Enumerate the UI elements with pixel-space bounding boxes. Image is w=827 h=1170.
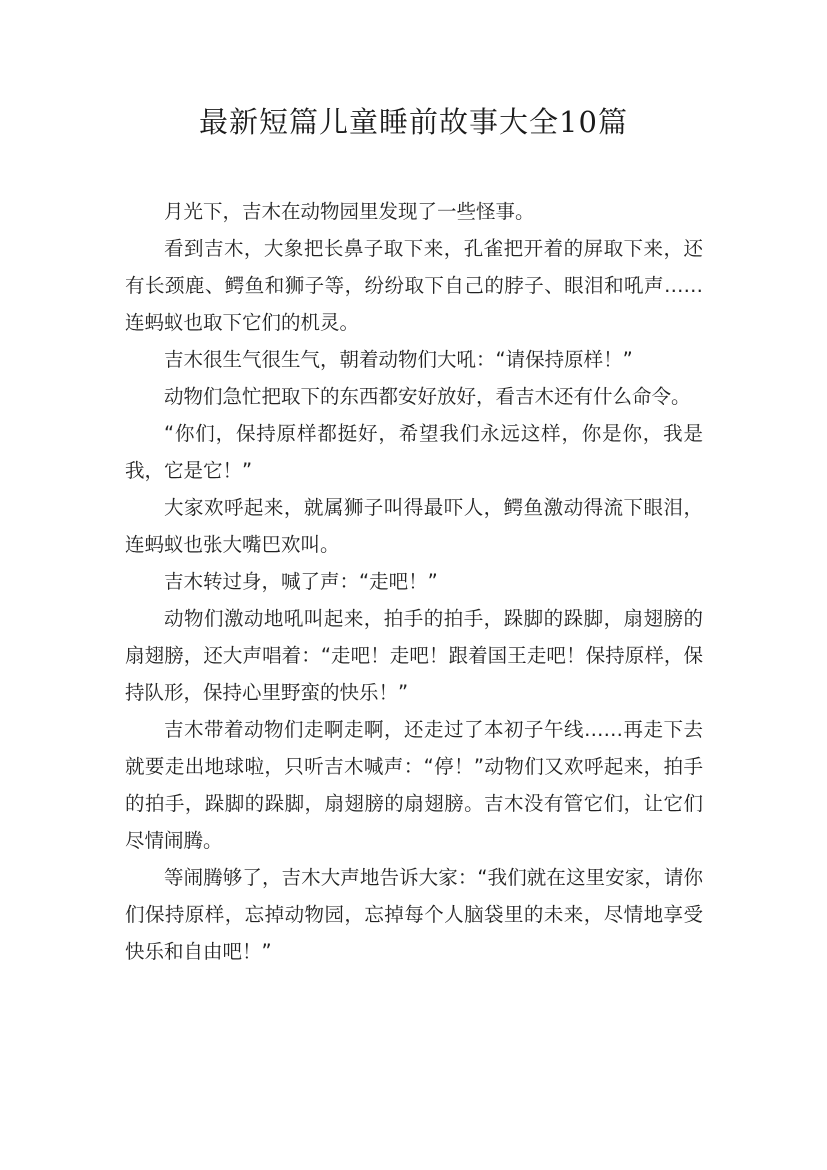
paragraph: 大家欢呼起来，就属狮子叫得最吓人，鳄鱼激动得流下眼泪，连蚂蚁也张大嘴巴欢叫。 <box>125 496 703 556</box>
paragraph: 月光下，吉木在动物园里发现了一些怪事。 <box>164 200 535 223</box>
paragraph: 等闹腾够了，吉木大声地告诉大家：“我们就在这里安家，请你们保持原样，忘掉动物园，忘掉每个人脑袋里的未来，尽情地享受快乐和自由吧！” <box>125 866 703 963</box>
document-body <box>125 193 703 970</box>
paragraph: 动物们激动地吼叫起来，拍手的拍手，跺脚的跺脚，扇翅膀的扇翅膀，还大声唱着：“走吧！走吧！跟着国王走吧！保持原样，保持队形，保持心里野蛮的快乐！” <box>125 607 703 704</box>
document-title: 最新短篇儿童睡前故事大全10篇 <box>199 105 628 139</box>
paragraph: “你们，保持原样都挺好，希望我们永远这样，你是你，我是我，它是它！” <box>125 422 703 482</box>
paragraph: 动物们急忙把取下的东西都安好放好，看吉木还有什么命令。 <box>164 385 691 408</box>
paragraph: 吉木带着动物们走啊走啊，还走过了本初子午线……再走下去就要走出地球啦，只听吉木喊声：“停！”动物们又欢呼起来，拍手的拍手，跺脚的跺脚，扇翅膀的扇翅膀。吉木没有管它们，让它们尽情闹腾。 <box>125 718 703 852</box>
paragraph: 吉木很生气很生气，朝着动物们大吼：“请保持原样！” <box>164 348 633 371</box>
paragraph: 吉木转过身，喊了声：“走吧！” <box>164 570 438 593</box>
paragraph: 看到吉木，大象把长鼻子取下来，孔雀把开着的屏取下来，还有长颈鹿、鳄鱼和狮子等，纷纷取下自己的脖子、眼泪和吼声……连蚂蚁也取下它们的机灵。 <box>125 237 703 334</box>
